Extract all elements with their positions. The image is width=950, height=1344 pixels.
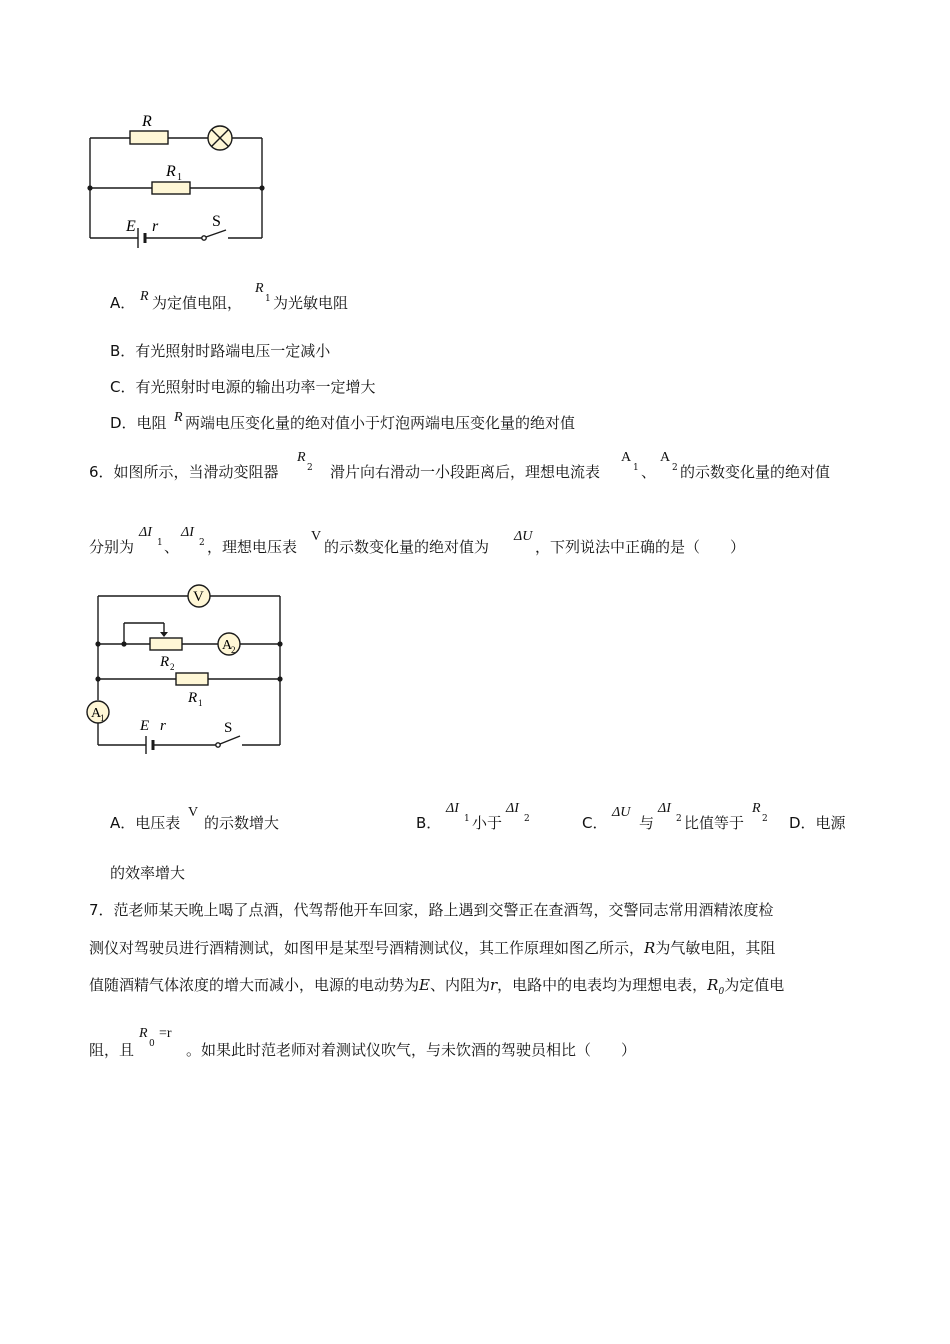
- circuit-diagram-q6: [84, 582, 294, 757]
- q6-option-c-R2-sub: 2: [762, 814, 768, 824]
- circuit-diagram-q5: [82, 108, 282, 253]
- fig2-ammeter-A1-label: A: [91, 706, 102, 721]
- q6-option-a-V: V: [188, 805, 199, 820]
- fig2-label-R1: R: [188, 690, 198, 706]
- q7-line4-R0: R: [139, 1026, 148, 1041]
- q6-option-d-line2: 的效率增大: [110, 864, 186, 882]
- q6-line2-text3: 的示数变化量的绝对值为: [324, 538, 490, 556]
- q7-line3-r: r: [489, 976, 498, 994]
- q6-option-b-dI1-sub: 1: [464, 814, 470, 824]
- q7-stem-line4: [89, 1026, 637, 1060]
- q6-option-d-line1: D．电源: [789, 814, 846, 832]
- q6-option-c-dI2: ΔI: [658, 801, 671, 816]
- q6-line2-dI1: ΔI: [139, 525, 152, 540]
- q5-option-a: [110, 281, 349, 313]
- q7-line2-text-a: 测仪对驾驶员进行酒精测试，如图甲是某型号酒精测试仪，其工作原理如图乙所示，: [89, 939, 645, 957]
- q6-option-c-dI2-sub: 2: [676, 814, 682, 824]
- q6-line1-text3: 的示数变化量的绝对值: [680, 463, 831, 481]
- q6-line1-A2: A: [660, 450, 671, 465]
- q6-option-b-text: 小于: [472, 814, 503, 832]
- fig2-label-E: E: [140, 718, 150, 734]
- q6-option-a-text1: A．电压表: [110, 814, 181, 832]
- q5-option-d-symbol-R: R: [174, 410, 183, 425]
- q6-line1-R2: R: [297, 450, 306, 465]
- q6-line1-text2: 滑片向右滑动一小段距离后，理想电流表: [330, 463, 601, 481]
- q7-line3-R0-sub: 0: [718, 987, 725, 997]
- q7-line2-text-b: 为气敏电阻，其阻: [655, 939, 776, 957]
- fig2-label-r: r: [160, 718, 166, 734]
- q6-option-c-text1: 与: [639, 814, 655, 832]
- q7-line4-eq: =r: [159, 1026, 172, 1041]
- q7-stem-line1: 7．范老师某天晚上喝了点酒，代驾帮他开车回家，路上遇到交警正在查酒驾，交警同志常用酒精浓度检: [89, 901, 774, 919]
- q6-stem-line2: [89, 525, 746, 557]
- q6-line2-dI2-sub: 2: [199, 538, 205, 548]
- q5-option-d: [110, 410, 576, 433]
- q6-line2-text1: 分别为: [89, 538, 135, 556]
- q6-line2-text4: ，下列说法中正确的是（ ）: [535, 538, 746, 556]
- fig1-label-R1-sub: 1: [177, 172, 182, 183]
- q6-option-b-label: B．: [416, 814, 442, 832]
- q5-option-a-symbol-R: R: [140, 289, 149, 304]
- fig2-ammeter-A2-label: A: [222, 638, 233, 653]
- q7-line3-text-b: 、内阻为: [429, 976, 490, 994]
- q6-line1-A2-sub: 2: [672, 463, 678, 473]
- q5-option-a-label: A．: [110, 294, 136, 312]
- q6-stem-line1: [89, 450, 831, 482]
- q7-line3-R0: R: [707, 976, 719, 994]
- q6-line1-sep: 、: [641, 463, 657, 481]
- q6-line1-A1: A: [621, 450, 632, 465]
- fig1-label-R: R: [142, 113, 152, 130]
- fig2-label-R1-sub: 1: [198, 698, 203, 708]
- q7-line4-R0-sub: 0: [149, 1039, 155, 1049]
- q6-option-c-label: C．: [582, 814, 608, 832]
- q6-option-c-text2: 比值等于: [684, 814, 745, 832]
- q5-option-a-text2: 为光敏电阻: [273, 294, 349, 312]
- fig2-label-R2-sub: 2: [170, 662, 175, 672]
- q7-line3-text-d: 为定值电: [724, 976, 785, 994]
- q7-line2-R: R: [644, 939, 656, 957]
- fig2-label-S: S: [224, 720, 233, 736]
- q6-option-b: [416, 801, 530, 833]
- q7-line3-E: E: [419, 976, 430, 994]
- q5-option-a-text1: 为定值电阻，: [152, 294, 243, 312]
- q7-line3-text-c: ，电路中的电表均为理想电表，: [497, 976, 708, 994]
- q6-line2-sep: 、: [164, 538, 180, 556]
- q6-option-a-text2: 的示数增大: [204, 814, 280, 832]
- q6-line1-R2-sub: 2: [307, 463, 313, 473]
- fig1-label-S: S: [212, 213, 221, 230]
- q5-option-d-text1: D．电阻: [110, 414, 167, 432]
- q7-stem-line3: [89, 975, 784, 1002]
- q6-line1-text1: 6．如图所示，当滑动变阻器: [89, 463, 279, 481]
- q5-option-a-symbol-R1: R: [255, 281, 264, 296]
- q7-line4-text-b: 。如果此时范老师对着测试仪吹气，与未饮酒的驾驶员相比（ ）: [186, 1041, 637, 1059]
- q6-option-b-dI2-sub: 2: [524, 814, 530, 824]
- fig2-label-R2: R: [160, 654, 170, 670]
- q6-option-a: [110, 805, 280, 833]
- q6-line2-dU: ΔU: [514, 529, 533, 544]
- fig1-label-R1: R: [166, 163, 176, 180]
- q6-option-c: [582, 801, 768, 833]
- q5-option-d-text2: 两端电压变化量的绝对值小于灯泡两端电压变化量的绝对值: [185, 414, 576, 432]
- q7-line3-text-a: 值随酒精气体浓度的增大而减小，电源的电动势为: [89, 976, 420, 994]
- fig2-ammeter-A2-sub: 2: [231, 645, 236, 655]
- q7-stem-line2: [89, 938, 775, 958]
- q6-line2-dI1-sub: 1: [157, 538, 163, 548]
- fig2-voltmeter-label: V: [193, 589, 204, 605]
- q6-line2-V: V: [311, 529, 322, 544]
- q5-option-a-symbol-R1-sub: 1: [265, 294, 271, 304]
- q6-line1-A1-sub: 1: [633, 463, 639, 473]
- q7-line4-text-a: 阻，且: [89, 1041, 135, 1059]
- q6-line2-text2: ，理想电压表: [207, 538, 298, 556]
- fig1-label-E: E: [126, 218, 136, 235]
- q6-option-c-R2: R: [752, 801, 761, 816]
- q6-option-b-dI1: ΔI: [446, 801, 459, 816]
- q6-option-c-dU: ΔU: [612, 805, 631, 820]
- q6-line2-dI2: ΔI: [181, 525, 194, 540]
- q5-option-c: C．有光照射时电源的输出功率一定增大: [110, 378, 376, 396]
- q5-option-b: B．有光照射时路端电压一定减小: [110, 342, 331, 360]
- q6-option-b-dI2: ΔI: [506, 801, 519, 816]
- fig1-label-r: r: [152, 218, 159, 235]
- fig2-ammeter-A1-sub: 1: [100, 713, 105, 723]
